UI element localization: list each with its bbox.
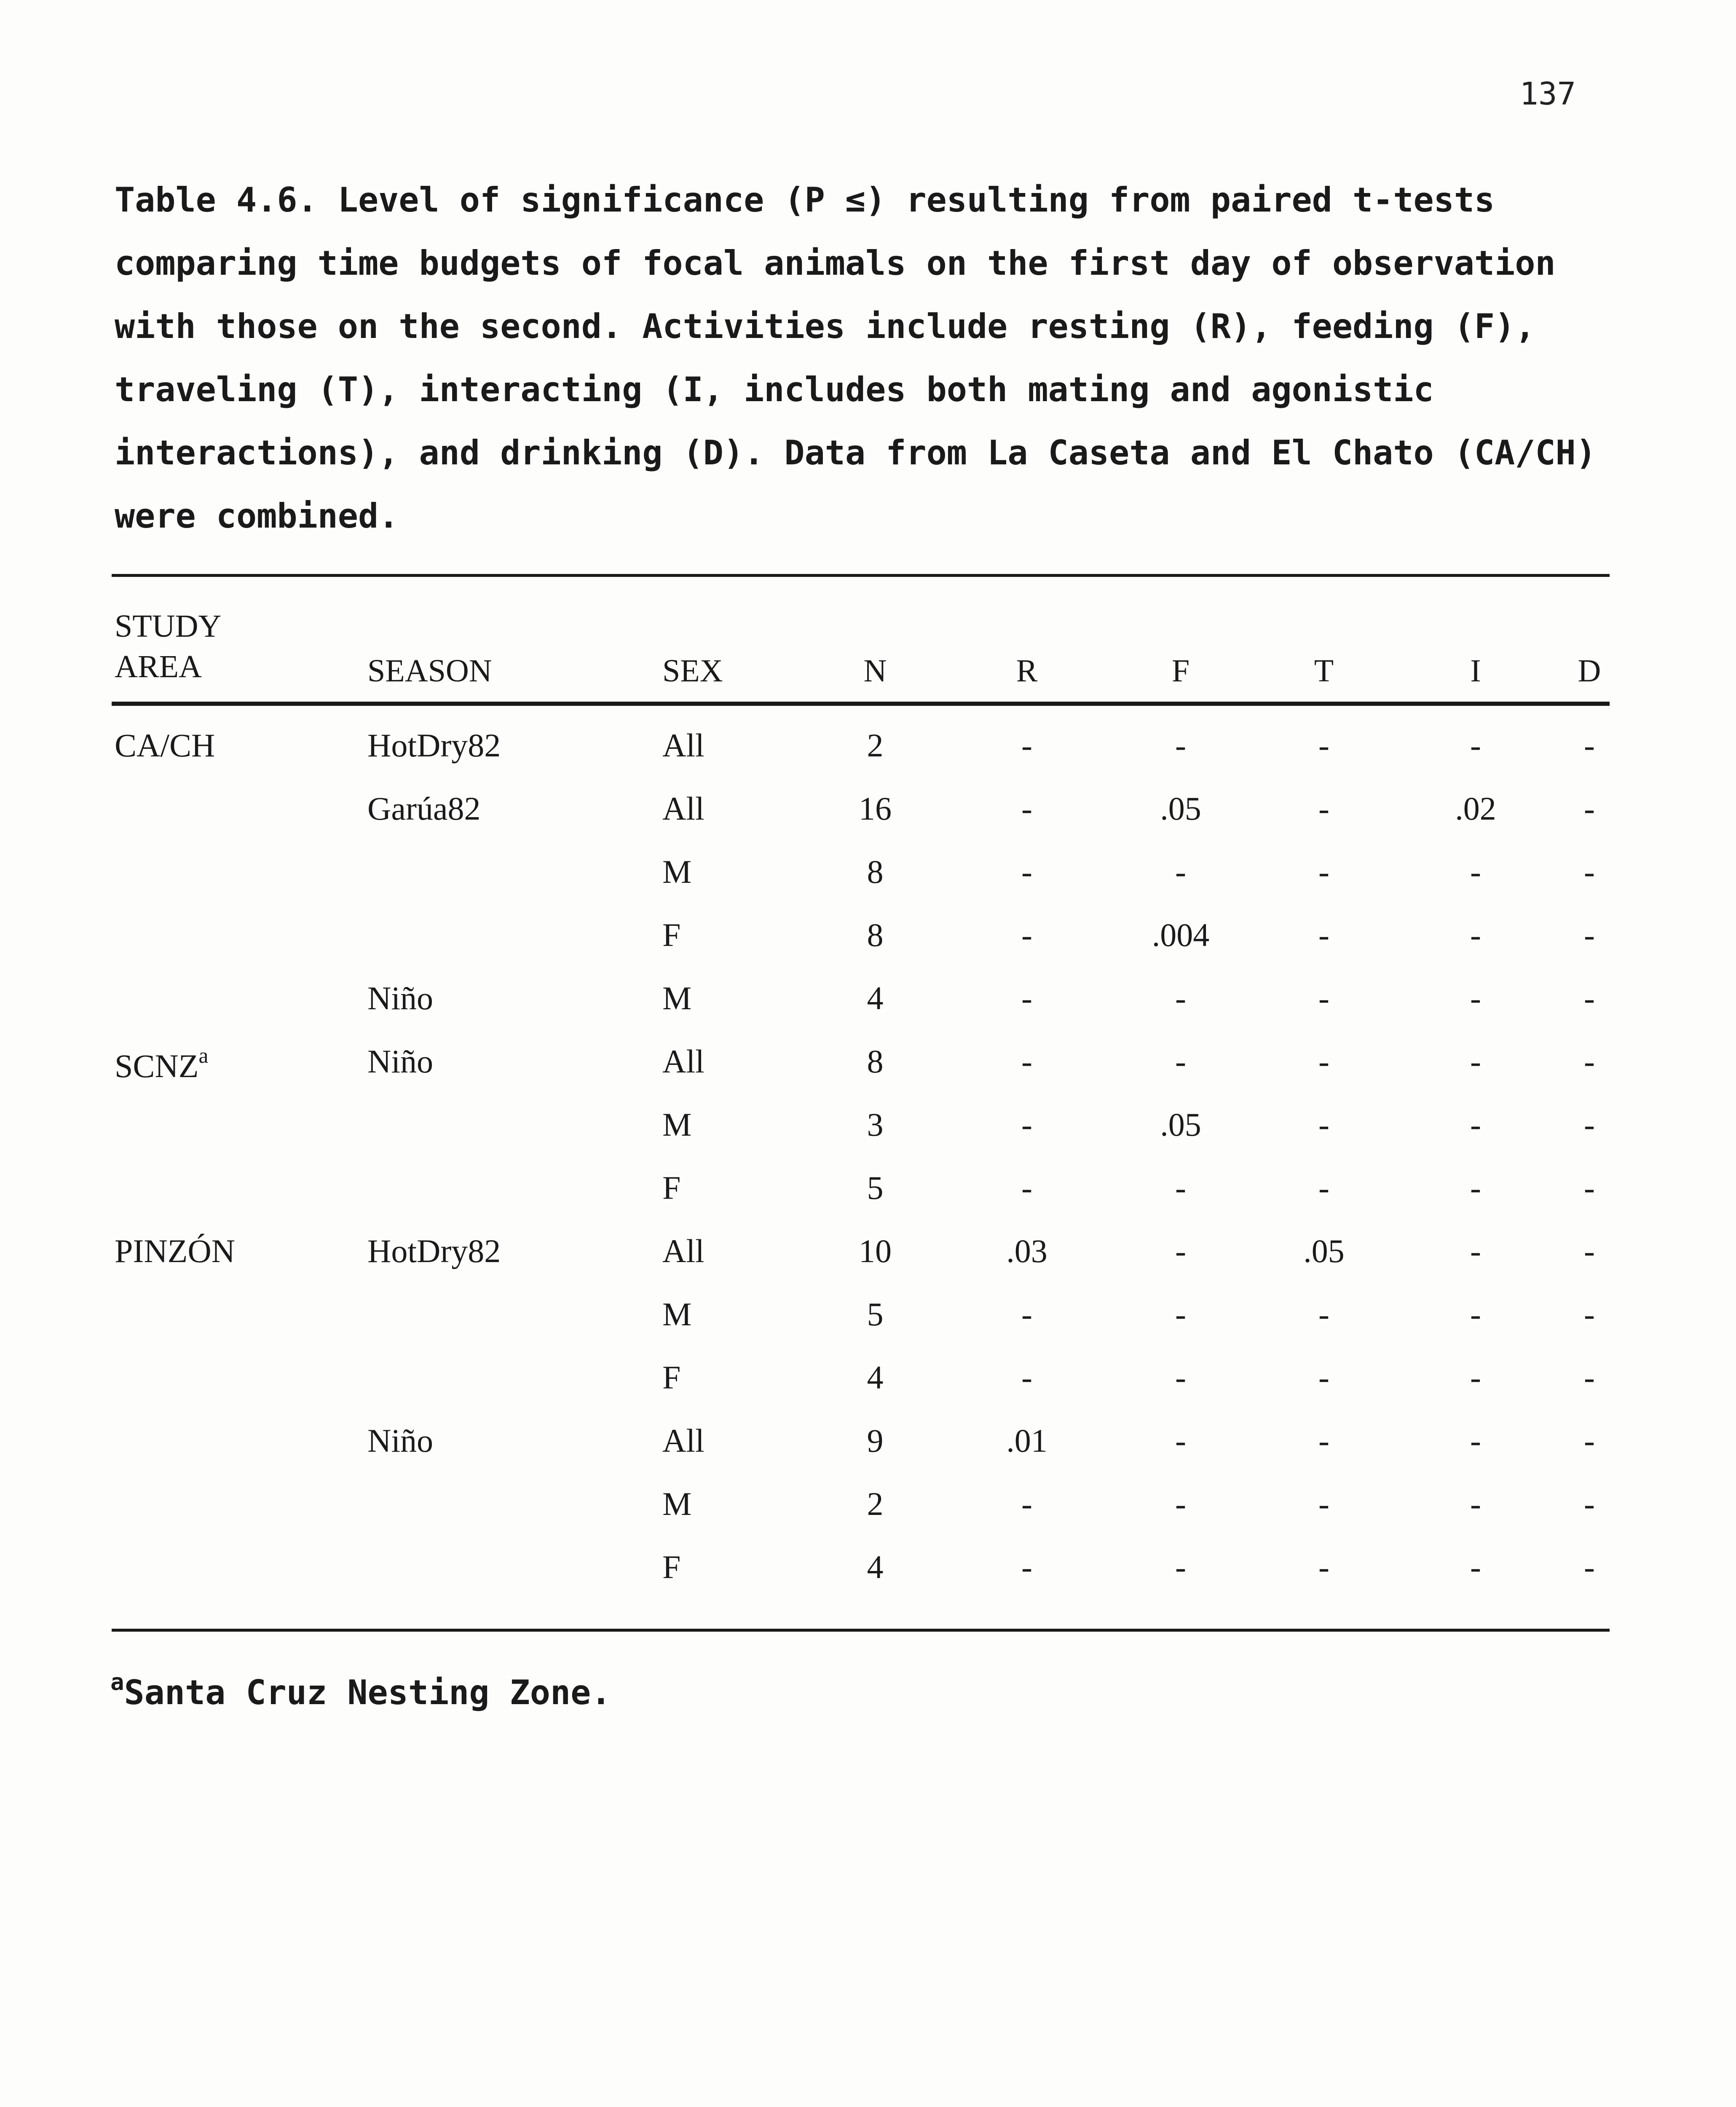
row-r-text: - — [1021, 1359, 1032, 1396]
row-r-text: - — [1021, 790, 1032, 827]
row-d-text: - — [1584, 1106, 1595, 1143]
row-d — [1564, 1045, 1615, 1078]
row-d — [1564, 1551, 1615, 1584]
row-season — [367, 982, 433, 1015]
row-t-text: - — [1318, 1296, 1329, 1332]
row-f — [1126, 1298, 1235, 1331]
row-study-area — [115, 729, 215, 762]
row-sex-text: F — [662, 917, 681, 953]
row-d-text: - — [1584, 1296, 1595, 1332]
header-d: D — [1578, 653, 1601, 689]
row-n — [839, 919, 911, 952]
row-n — [839, 855, 911, 888]
row-f — [1126, 1485, 1235, 1522]
row-t — [1278, 729, 1370, 762]
row-r-text: - — [1021, 1485, 1032, 1522]
row-n-text: 10 — [859, 1233, 892, 1269]
row-r — [981, 792, 1073, 825]
row-t-text: - — [1318, 1043, 1329, 1080]
header-study-area-line1: STUDY — [115, 609, 222, 644]
row-d-text: - — [1584, 980, 1595, 1016]
header-season: SEASON — [367, 653, 492, 689]
table-row — [115, 1096, 1615, 1159]
row-i — [1421, 729, 1530, 762]
row-season-text: HotDry82 — [367, 727, 501, 764]
row-f-text: .05 — [1160, 1106, 1201, 1143]
row-n-text: 5 — [867, 1296, 884, 1332]
row-f — [1126, 1551, 1235, 1584]
row-f — [1126, 1045, 1235, 1078]
row-t-text: - — [1318, 790, 1329, 827]
row-f-text: - — [1175, 1169, 1186, 1206]
row-season — [367, 729, 501, 762]
row-n-text: 8 — [867, 1043, 884, 1080]
row-i-text: - — [1470, 1296, 1481, 1332]
row-i — [1421, 1485, 1530, 1522]
row-t — [1278, 792, 1370, 825]
row-f-text: - — [1175, 727, 1186, 764]
row-n-text: 2 — [867, 1485, 884, 1522]
row-f — [1126, 1424, 1235, 1457]
row-r — [981, 1108, 1073, 1141]
table-row — [115, 1412, 1615, 1475]
table-row — [115, 1032, 1615, 1096]
row-d-text: - — [1584, 1233, 1595, 1269]
row-sex-text: All — [662, 790, 705, 827]
row-n — [839, 1235, 911, 1268]
row-n — [839, 1171, 911, 1204]
row-f-text: - — [1175, 1296, 1186, 1332]
row-t — [1278, 1045, 1370, 1078]
table-row — [115, 1475, 1615, 1538]
row-f — [1126, 729, 1235, 762]
row-f — [1126, 792, 1235, 825]
row-sex — [662, 855, 691, 888]
header-sex: SEX — [662, 653, 723, 689]
row-study-area-text: SCNZ — [115, 1048, 199, 1084]
row-d — [1564, 792, 1615, 825]
row-sex — [662, 1108, 691, 1141]
table-header — [115, 598, 1615, 695]
table-row — [115, 716, 1615, 780]
row-n-text: 5 — [867, 1169, 884, 1206]
row-d-text: - — [1584, 1359, 1595, 1396]
row-r-text: - — [1021, 853, 1032, 890]
row-d — [1564, 1108, 1615, 1141]
row-t — [1278, 1485, 1370, 1522]
row-i-text: - — [1470, 1549, 1481, 1585]
row-f-text: - — [1175, 1043, 1186, 1080]
row-r-text: - — [1021, 1169, 1032, 1206]
row-sex-text: All — [662, 1422, 705, 1459]
row-i — [1421, 1235, 1530, 1268]
row-sex-text: M — [662, 1485, 692, 1522]
row-r — [981, 1551, 1073, 1584]
row-r — [981, 919, 1073, 952]
row-sex — [662, 729, 705, 762]
row-f — [1126, 1361, 1235, 1394]
row-r — [981, 1298, 1073, 1331]
row-f — [1126, 1171, 1235, 1204]
row-r-text: .03 — [1006, 1233, 1047, 1269]
header-r: R — [1016, 653, 1038, 689]
row-study-area — [115, 1045, 208, 1083]
row-sex-text: M — [662, 853, 692, 890]
row-t — [1278, 1551, 1370, 1584]
row-i — [1421, 855, 1530, 888]
footnote-text: Santa Cruz Nesting Zone. — [124, 1673, 611, 1712]
row-sex — [662, 1045, 705, 1078]
row-i-text: - — [1470, 1422, 1481, 1459]
row-study-area-text: CA/CH — [115, 727, 215, 764]
row-n — [839, 1485, 911, 1522]
row-f — [1126, 855, 1235, 888]
row-i-text: - — [1470, 1233, 1481, 1269]
row-d — [1564, 1171, 1615, 1204]
row-r-text: - — [1021, 1043, 1032, 1080]
row-d — [1564, 1298, 1615, 1331]
row-i — [1421, 1171, 1530, 1204]
row-season — [367, 1424, 433, 1457]
row-sex-text: All — [662, 1233, 705, 1269]
row-sex-text: All — [662, 1043, 705, 1080]
row-i — [1421, 1045, 1530, 1078]
row-r — [981, 855, 1073, 888]
row-i — [1421, 982, 1530, 1015]
row-n-text: 8 — [867, 917, 884, 953]
row-t-text: - — [1318, 1169, 1329, 1206]
header-study-area-line2: AREA — [115, 649, 202, 684]
row-n-text: 3 — [867, 1106, 884, 1143]
row-season — [367, 1045, 433, 1078]
row-i-text: .02 — [1455, 790, 1496, 827]
row-d — [1564, 1485, 1615, 1522]
row-season — [367, 1235, 501, 1268]
row-i-text: - — [1470, 853, 1481, 890]
row-t — [1278, 982, 1370, 1015]
row-i-text: - — [1470, 1043, 1481, 1080]
row-d — [1564, 1361, 1615, 1394]
row-r — [981, 1485, 1073, 1522]
footnote — [110, 1669, 611, 1712]
table-row — [115, 1222, 1615, 1285]
row-study-area — [115, 1235, 235, 1268]
row-d-text: - — [1584, 1169, 1595, 1206]
row-d-text: - — [1584, 1549, 1595, 1585]
table-top-rule — [112, 574, 1610, 577]
row-i-text: - — [1470, 1106, 1481, 1143]
row-i — [1421, 1298, 1530, 1331]
page-number: 137 — [1519, 76, 1576, 112]
row-sex-text: All — [662, 727, 705, 764]
row-sex — [662, 1485, 692, 1522]
row-n-text: 4 — [867, 1359, 884, 1396]
row-r-text: - — [1021, 1549, 1032, 1585]
row-sex-text: F — [662, 1359, 681, 1396]
row-t-text: - — [1318, 917, 1329, 953]
row-d-text: - — [1584, 1485, 1595, 1522]
row-i — [1421, 1108, 1530, 1141]
row-sex — [662, 982, 691, 1015]
row-n — [839, 1298, 911, 1331]
row-t — [1278, 1171, 1370, 1204]
row-d-text: - — [1584, 917, 1595, 953]
row-sex — [662, 1298, 691, 1331]
row-n — [839, 1424, 911, 1457]
row-f — [1126, 919, 1235, 952]
row-sex-text: M — [662, 1106, 692, 1143]
footnote-mark: a — [110, 1669, 124, 1695]
table-bottom-rule — [112, 1629, 1610, 1632]
row-t — [1278, 919, 1370, 952]
row-d — [1564, 1235, 1615, 1268]
row-d — [1564, 855, 1615, 888]
row-n — [839, 1108, 911, 1141]
row-r-text: - — [1021, 980, 1032, 1016]
table-row — [115, 1159, 1615, 1222]
row-r — [981, 1045, 1073, 1078]
row-season-text: Garúa82 — [367, 790, 481, 827]
row-d — [1564, 729, 1615, 762]
row-t-text: - — [1318, 1485, 1329, 1522]
row-t-text: - — [1318, 1106, 1329, 1143]
row-i — [1421, 1551, 1530, 1584]
row-f — [1126, 1108, 1235, 1141]
row-i — [1421, 1361, 1530, 1394]
row-season-text: Niño — [367, 1043, 433, 1080]
row-n-text: 9 — [867, 1422, 884, 1459]
row-t-text: - — [1318, 1359, 1329, 1396]
table-row — [115, 1285, 1615, 1348]
row-sex-text: M — [662, 1296, 692, 1332]
row-season-text: HotDry82 — [367, 1233, 501, 1269]
table-row — [115, 1348, 1615, 1412]
row-sex — [662, 1361, 680, 1394]
row-f-text: - — [1175, 1422, 1186, 1459]
table-row — [115, 969, 1615, 1032]
row-n — [839, 729, 911, 762]
footnote-reference-mark: a — [198, 1044, 209, 1068]
row-r — [981, 1361, 1073, 1394]
row-t — [1278, 1424, 1370, 1457]
row-r — [981, 1235, 1073, 1268]
row-f — [1126, 982, 1235, 1015]
row-n-text: 16 — [859, 790, 892, 827]
row-f-text: - — [1175, 1233, 1186, 1269]
header-study-area — [115, 606, 221, 687]
row-sex — [662, 1551, 680, 1584]
header-t: T — [1314, 653, 1334, 689]
row-sex — [662, 1424, 705, 1457]
row-t-text: - — [1318, 1549, 1329, 1585]
row-t — [1278, 1361, 1370, 1394]
row-d-text: - — [1584, 790, 1595, 827]
row-r-text: - — [1021, 917, 1032, 953]
row-i — [1421, 1424, 1530, 1457]
row-n-text: 4 — [867, 980, 884, 1016]
row-n-text: 2 — [867, 727, 884, 764]
row-n — [839, 982, 911, 1015]
row-t-text: - — [1318, 727, 1329, 764]
table-row — [115, 1538, 1615, 1601]
table-row — [115, 906, 1615, 969]
row-d-text: - — [1584, 727, 1595, 764]
header-f: F — [1171, 653, 1190, 689]
row-d-text: - — [1584, 1422, 1595, 1459]
row-f-text: - — [1175, 980, 1186, 1016]
table-body — [115, 716, 1615, 1601]
row-t — [1278, 1298, 1370, 1331]
row-sex — [662, 792, 705, 825]
row-t-text: - — [1318, 853, 1329, 890]
row-season — [367, 792, 481, 825]
row-r-text: .01 — [1006, 1422, 1047, 1459]
row-r-text: - — [1021, 727, 1032, 764]
row-n — [839, 1045, 911, 1078]
row-t-text: .05 — [1303, 1233, 1345, 1269]
table-row — [115, 843, 1615, 906]
row-r — [981, 1171, 1073, 1204]
row-sex-text: F — [662, 1549, 681, 1585]
row-f-text: - — [1175, 853, 1186, 890]
row-d — [1564, 1424, 1615, 1457]
row-sex — [662, 1171, 680, 1204]
row-study-area-text: PINZÓN — [115, 1233, 235, 1269]
row-t-text: - — [1318, 980, 1329, 1016]
row-i — [1421, 919, 1530, 952]
row-i-text: - — [1470, 1359, 1481, 1396]
row-f-text: - — [1175, 1485, 1186, 1522]
row-t — [1278, 1108, 1370, 1141]
row-i-text: - — [1470, 727, 1481, 764]
row-i-text: - — [1470, 917, 1481, 953]
row-i — [1421, 792, 1530, 825]
row-i-text: - — [1470, 1169, 1481, 1206]
row-r — [981, 1424, 1073, 1457]
table-caption: Table 4.6. Level of significance (P ≤) resulting from paired t-tests comparing time budgets of focal animals on the first day of observation with those on the second. Activities include resting (R), feeding (F), traveling (T), interacting (I, includes both mating and agonistic interactions), and drinking (D). Data from La Caseta and El Chato (CA/CH) were combined. — [115, 180, 1596, 536]
row-d-text: - — [1584, 1043, 1595, 1080]
table-row — [115, 780, 1615, 843]
row-r — [981, 729, 1073, 762]
row-sex-text: M — [662, 980, 692, 1016]
row-sex-text: F — [662, 1169, 681, 1206]
row-f-text: - — [1175, 1549, 1186, 1585]
row-f-text: - — [1175, 1359, 1186, 1396]
row-n-text: 8 — [867, 853, 884, 890]
row-n-text: 4 — [867, 1549, 884, 1585]
row-t-text: - — [1318, 1422, 1329, 1459]
row-f-text: .004 — [1152, 917, 1210, 953]
table-header-rule — [112, 702, 1610, 706]
row-n — [839, 792, 911, 825]
row-i-text: - — [1470, 1485, 1481, 1522]
row-sex — [662, 1235, 705, 1268]
row-d — [1564, 919, 1615, 952]
row-r-text: - — [1021, 1106, 1032, 1143]
row-season-text: Niño — [367, 1422, 433, 1459]
row-d — [1564, 982, 1615, 1015]
row-n — [839, 1551, 911, 1584]
row-n — [839, 1361, 911, 1394]
row-sex — [662, 919, 680, 952]
header-i: I — [1470, 653, 1481, 689]
row-t — [1278, 1235, 1370, 1268]
row-season-text: Niño — [367, 980, 433, 1016]
row-f-text: .05 — [1160, 790, 1201, 827]
row-f — [1126, 1235, 1235, 1268]
row-i-text: - — [1470, 980, 1481, 1016]
row-r-text: - — [1021, 1296, 1032, 1332]
row-t — [1278, 855, 1370, 888]
header-n: N — [863, 653, 887, 689]
row-r — [981, 982, 1073, 1015]
row-d-text: - — [1584, 853, 1595, 890]
